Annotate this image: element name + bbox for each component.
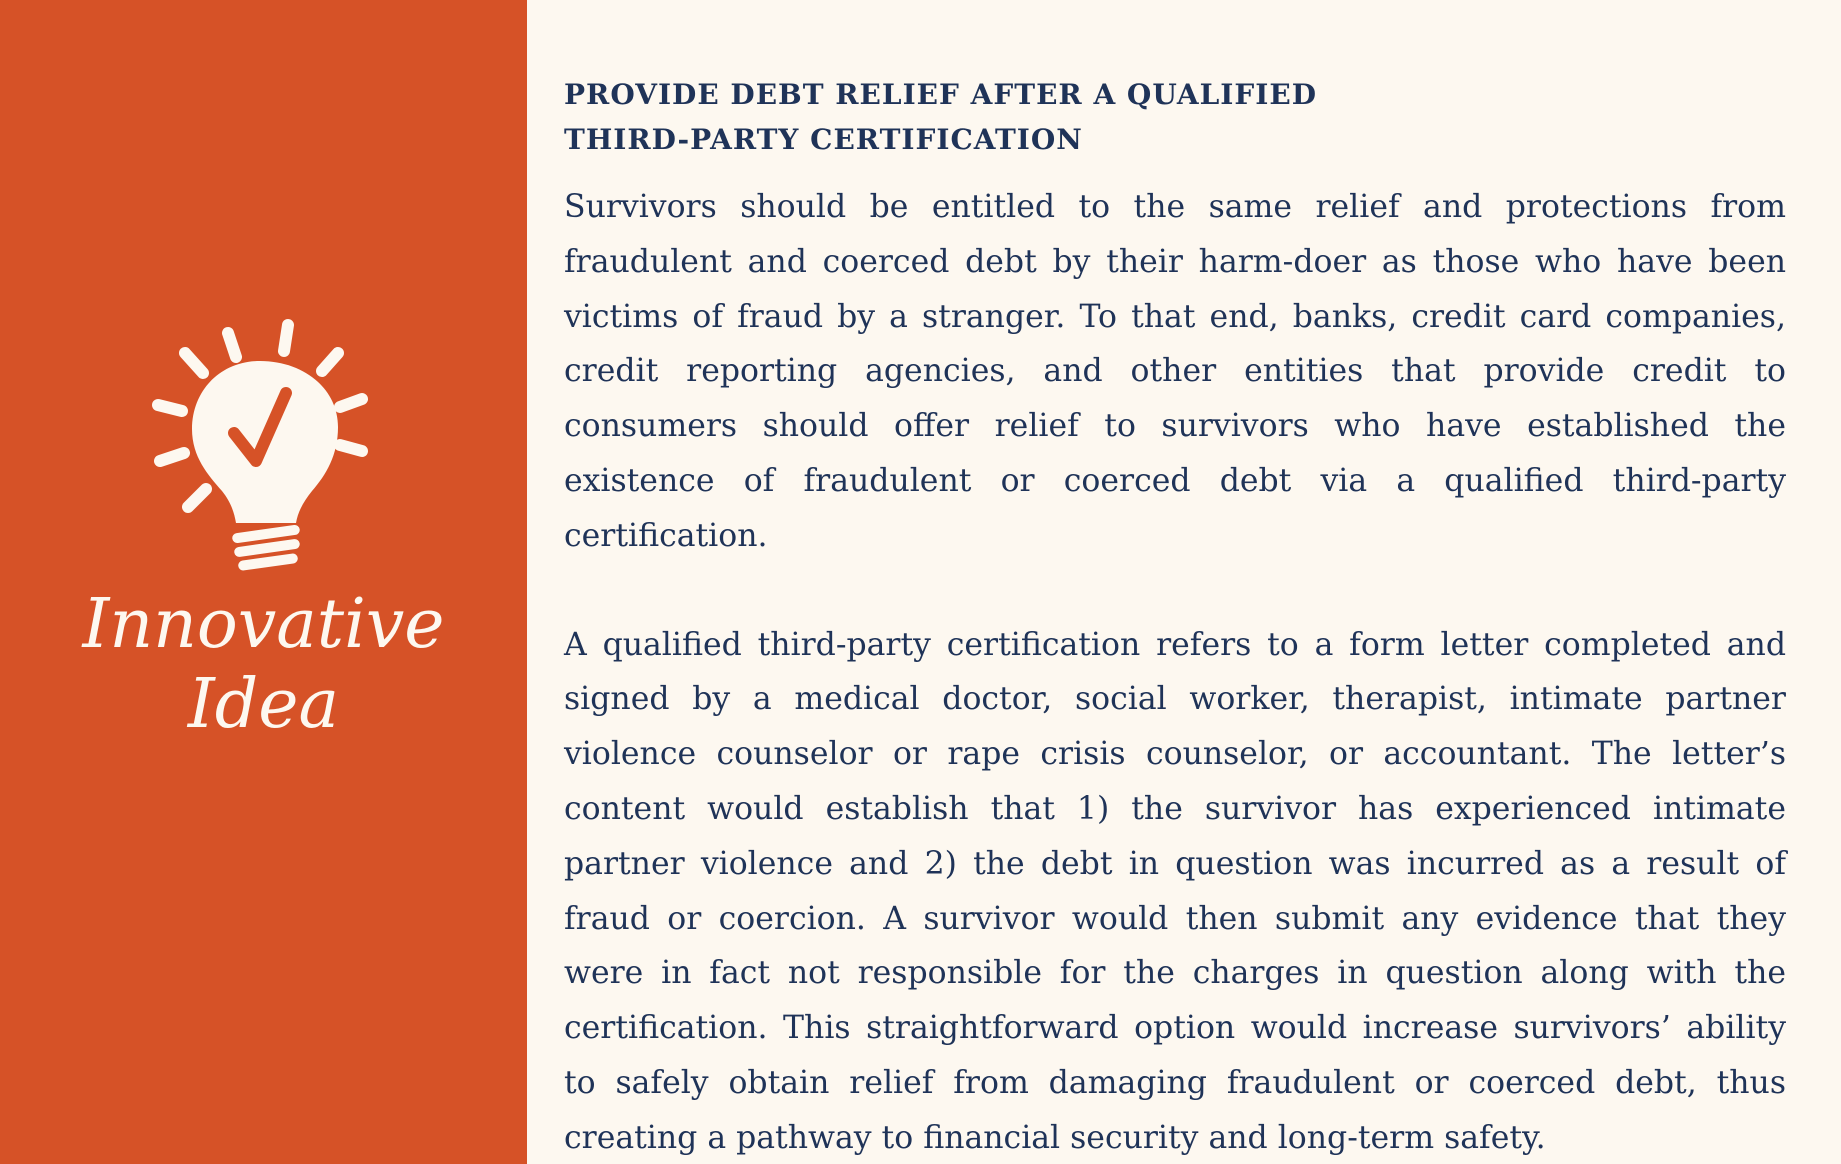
paragraph-1: Survivors should be entitled to the same relief and protections from fraudulent and coerced debt by their harm-doer as those who have been victims of fraud by a stranger. To that end, banks, credit card companies, credit reporting agencies, and other entities that provide credit to consumers should offer relief to survivors who have established the existence of fraudulent or coerced debt via a qualified third-party certification. — [564, 189, 1786, 554]
lightbulb-check-icon — [148, 315, 378, 575]
badge-line-1: Innovative — [82, 585, 445, 664]
innovative-idea-sidebar — [0, 0, 527, 1164]
section-heading — [564, 72, 1786, 162]
paragraph-2: A qualified third-party certification refers to a form letter completed and signed by a medical doctor, social worker, therapist, intimate partner violence counselor or rape crisis counselor, or accountant. The letter’s content would establish that 1) the survivor has experienced intimate partner violence and 2) the debt in question was incurred as a result of fraud or coercion. A survivor would then submit any evidence that they were in fact not responsible for the charges in question along with the certification. This straightforward option would increase survivors’ ability to safely obtain relief from damaging fraudulent or coerced debt, thus creating a pathway to financial security and long-term safety. — [564, 626, 1786, 1156]
article — [564, 72, 1786, 1164]
badge-line-2: Idea — [187, 665, 340, 744]
main-content — [527, 0, 1841, 1164]
innovative-idea-label — [0, 585, 527, 745]
heading-line-2: THIRD-PARTY CERTIFICATION — [564, 123, 1083, 156]
heading-line-1: PROVIDE DEBT RELIEF AFTER A QUALIFIED — [564, 78, 1317, 111]
